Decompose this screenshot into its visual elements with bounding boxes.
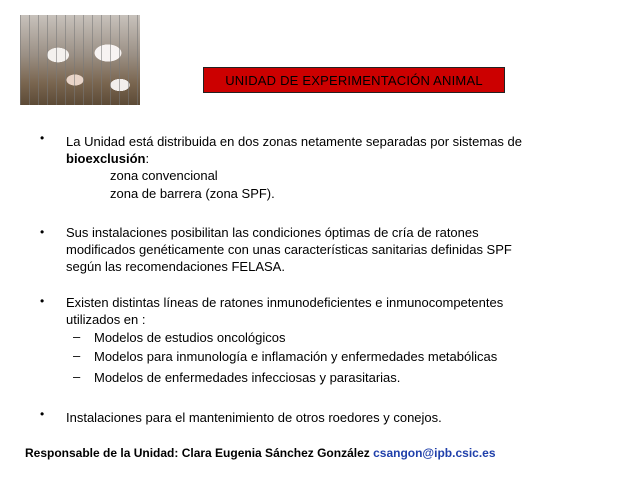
bullet-1-line1: La Unidad está distribuida en dos zonas netamente separadas por sistemas de bbox=[66, 134, 523, 149]
zone-barrier: zona de barrera (zona SPF). bbox=[110, 186, 275, 201]
bullet-2-line1: Sus instalaciones posibilitan las condiciones óptimas de cría de ratones bbox=[66, 225, 479, 240]
responsible-label: Responsable de la Unidad: Clara Eugenia Sánchez González bbox=[25, 446, 374, 460]
model-item-immunology: Modelos para inmunología e inflamación y enfermedades metabólicas bbox=[94, 349, 498, 364]
bullet-2-text bbox=[66, 224, 606, 275]
page-title-text: UNIDAD DE EXPERIMENTACIÓN ANIMAL bbox=[225, 72, 483, 88]
zone-conventional: zona convencional bbox=[110, 168, 218, 183]
bullet-icon: • bbox=[40, 131, 45, 145]
bullet-icon: • bbox=[40, 294, 45, 308]
bullet-3-text bbox=[66, 294, 606, 328]
bullet-1-colon: : bbox=[145, 151, 150, 166]
bullet-2-line2: modificados genéticamente con unas características sanitarias definidas SPF bbox=[66, 242, 512, 257]
page-title bbox=[203, 67, 505, 93]
bullet-4-text: Instalaciones para el mantenimiento de otros roedores y conejos. bbox=[66, 410, 442, 425]
bullet-2-line3: según las recomendaciones FELASA. bbox=[66, 259, 285, 274]
bioexclusion-term: bioexclusión bbox=[66, 151, 146, 166]
rats-cage-photo bbox=[20, 15, 140, 105]
dash-icon: – bbox=[73, 369, 81, 384]
model-item-infectious: Modelos de enfermedades infecciosas y parasitarias. bbox=[94, 370, 401, 385]
bullet-3-line1: Existen distintas líneas de ratones inmunodeficientes e inmunocompetentes bbox=[66, 295, 504, 310]
responsible-footer bbox=[25, 446, 496, 460]
responsible-email-link[interactable]: csangon@ipb.csic.es bbox=[373, 446, 496, 460]
bullet-icon: • bbox=[40, 407, 45, 421]
dash-icon: – bbox=[73, 329, 81, 344]
bullet-1-text bbox=[66, 133, 606, 167]
bullet-3-line2: utilizados en : bbox=[66, 312, 146, 327]
bullet-icon: • bbox=[40, 225, 45, 239]
model-item-oncology: Modelos de estudios oncológicos bbox=[94, 330, 286, 345]
dash-icon: – bbox=[73, 348, 81, 363]
